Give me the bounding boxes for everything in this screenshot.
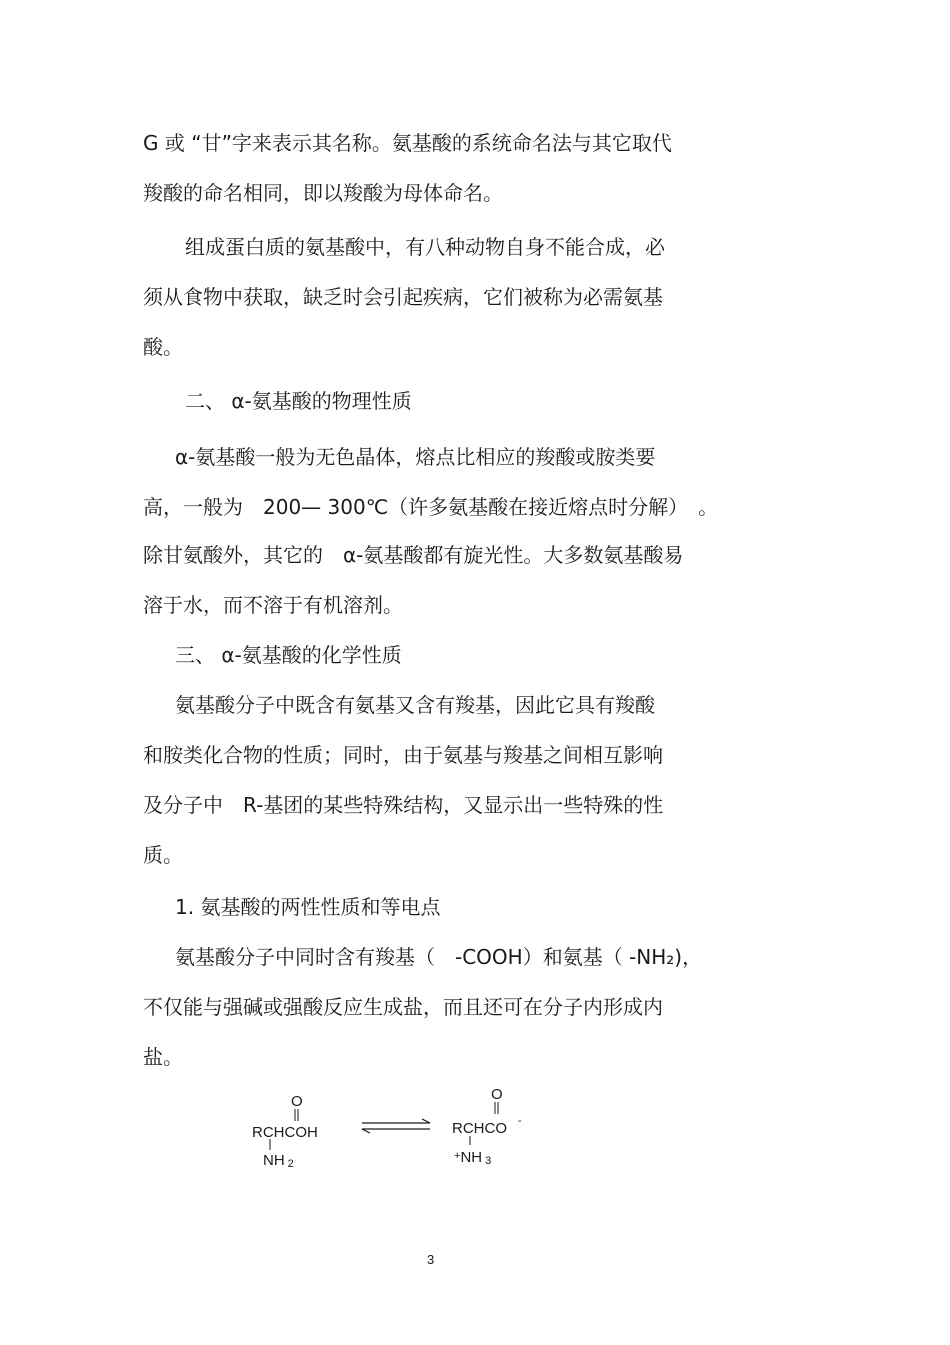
section-heading-chemical: 三、 α-氨基酸的化学性质 xyxy=(175,643,402,667)
left-amine: NH 2 xyxy=(263,1152,294,1170)
text-line-15: 质。 xyxy=(143,843,183,867)
text-line-3: 组成蛋白质的氨基酸中，有八种动物自身不能合成，必 xyxy=(185,235,665,259)
reaction-diagram xyxy=(240,1080,560,1180)
carboxylate-charge: - xyxy=(518,1115,522,1127)
text-line-13: 和胺类化合物的性质；同时，由于氨基与羧基之间相互影响 xyxy=(143,743,663,767)
right-chain: RCHCO xyxy=(452,1120,507,1137)
text-line-18: 不仅能与强碱或强酸反应生成盐，而且还可在分子内形成内 xyxy=(143,995,663,1019)
section-heading-physical: 二、 α-氨基酸的物理性质 xyxy=(185,389,412,413)
zwitterion-reaction xyxy=(240,1080,560,1180)
text-line-12: 氨基酸分子中既含有氨基又含有羧基，因此它具有羧酸 xyxy=(175,693,655,717)
text-line-2: 羧酸的命名相同，即以羧酸为母体命名。 xyxy=(143,181,503,205)
text-line-10: 溶于水，而不溶于有机溶剂。 xyxy=(143,593,403,617)
text-line-17: 氨基酸分子中同时含有羧基（ -COOH）和氨基（ -NH₂)， xyxy=(175,945,703,969)
right-amine: +NH 3 xyxy=(454,1149,492,1167)
text-line-4: 须从食物中获取，缺乏时会引起疾病，它们被称为必需氨基 xyxy=(143,285,663,309)
right-oxygen: O xyxy=(491,1086,503,1103)
text-line-19: 盐。 xyxy=(143,1045,183,1069)
text-line-9: 除甘氨酸外，其它的 α-氨基酸都有旋光性。大多数氨基酸易 xyxy=(143,543,684,567)
page-number: 3 xyxy=(427,1252,435,1267)
text-line-1: G 或 “甘”字来表示其名称。氨基酸的系统命名法与其它取代 xyxy=(143,131,672,155)
text-line-5: 酸。 xyxy=(143,335,183,359)
text-line-8: 高，一般为 200— 300℃（许多氨基酸在接近熔点时分解） 。 xyxy=(143,495,719,519)
text-line-7: α-氨基酸一般为无色晶体，熔点比相应的羧酸或胺类要 xyxy=(175,445,656,469)
subsection-heading: 1. 氨基酸的两性性质和等电点 xyxy=(175,895,441,919)
text-line-14: 及分子中 R-基团的某些特殊结构，又显示出一些特殊的性 xyxy=(143,793,664,817)
left-oxygen: O xyxy=(291,1093,303,1110)
left-chain: RCHCOH xyxy=(252,1124,318,1141)
